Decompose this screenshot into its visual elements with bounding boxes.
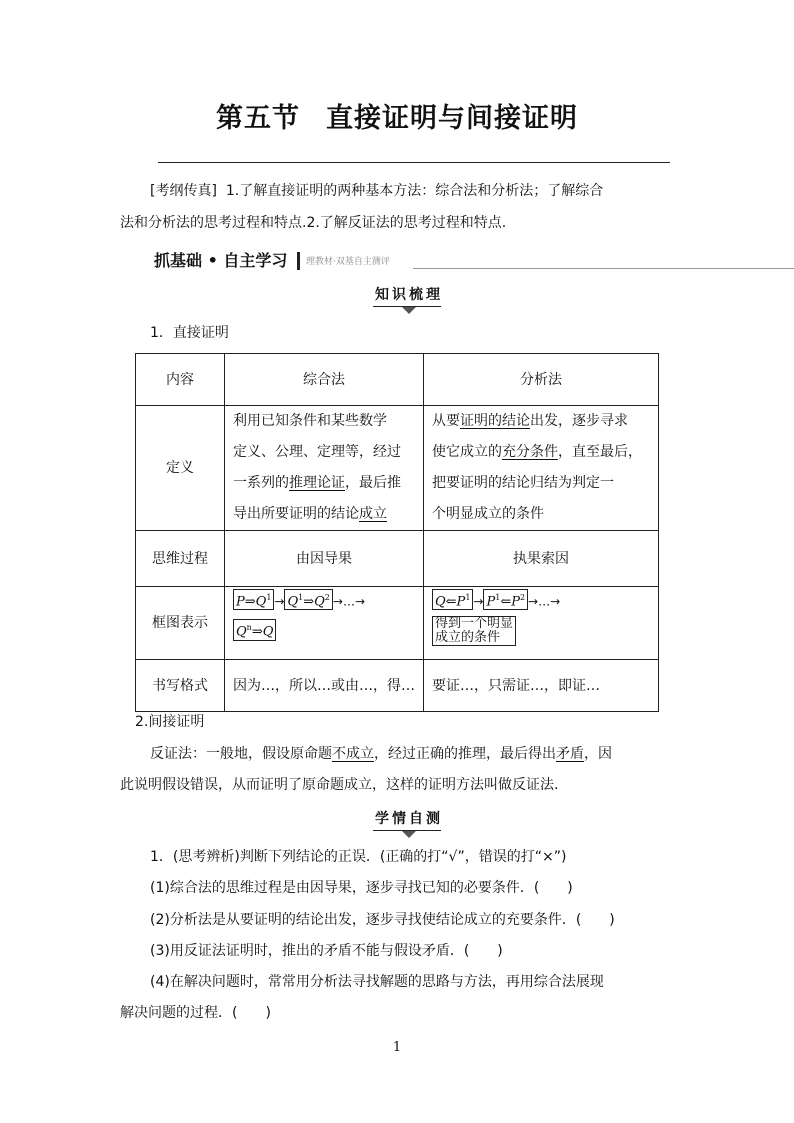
comparison-table [135, 353, 659, 712]
definition-analysis: 从要证明的结论出发，逐步寻求 使它成立的充分条件，直至最后， 把要证明的结论归结为判定一 个明显成立的条件 [424, 406, 659, 531]
section-divider [297, 252, 300, 270]
heading-triangle-icon [402, 831, 416, 838]
flow-box-3: $Q^n\Rightarrow Q$ [233, 619, 276, 640]
question-1: 1．(思考辨析)判断下列结论的正误．(正确的打“√”，错误的打“×”) [150, 849, 567, 865]
section-bar [148, 250, 713, 272]
statement-4-line-1: (4)在解决问题时，常常用分析法寻找解题的思路与方法，再用综合法展现 [150, 974, 604, 990]
statement-2: (2)分析法是从要证明的结论出发，逐步寻找使结论成立的充要条件．( ) [150, 912, 615, 928]
section-rule [413, 268, 794, 269]
diagram-synthesis: $P\Rightarrow Q^1$ → $Q^1\Rightarrow Q^2$ →…→ $Q^n\Rightarrow Q$ [225, 587, 424, 660]
row-label-format: 书写格式 [136, 660, 225, 712]
section-subtitle: 理教材·双基自主测评 [306, 257, 390, 267]
title-divider [158, 162, 670, 163]
intro-line-2: 法和分析法的思考过程和特点.2.了解反证法的思考过程和特点. [120, 215, 507, 231]
title-section: 第五节 [216, 103, 300, 134]
proof-line-1: 反证法：一般地，假设原命题不成立，经过正确的推理，最后得出矛盾，因 [150, 746, 612, 762]
item-indirect-proof: 2.间接证明 [135, 714, 205, 730]
table-row-thinking [136, 531, 659, 587]
section-title: 抓基础 • 自主学习 [154, 251, 288, 270]
thinking-synthesis: 由因导果 [225, 531, 424, 587]
item-direct-proof: 1．直接证明 [150, 325, 229, 341]
statement-1: (1)综合法的思维过程是由因导果，逐步寻找已知的必要条件．( ) [150, 880, 573, 896]
intro-line-1: [考纲传真] 1.了解直接证明的两种基本方法：综合法和分析法；了解综合 [150, 183, 604, 199]
definition-synthesis: 利用已知条件和某些数学 定义、公理、定理等，经过 一系列的推理论证，最后推 导出所要证明的结论成立 [225, 406, 424, 531]
flow-box-1: $P\Rightarrow Q^1$ [233, 589, 274, 610]
page-number: 1 [392, 1040, 402, 1055]
heading-triangle-icon [402, 307, 416, 314]
table-header-row [136, 354, 659, 406]
header-content: 内容 [136, 354, 225, 406]
table-row-format [136, 660, 659, 712]
thinking-analysis: 执果索因 [424, 531, 659, 587]
title-topic: 直接证明与间接证明 [326, 103, 578, 134]
header-analysis: 分析法 [424, 354, 659, 406]
flow-box-4: $Q⇐P^1$ [432, 589, 473, 610]
format-analysis: 要证…，只需证…，即证… [424, 660, 659, 712]
statement-4-line-2: 解决问题的过程．( ) [120, 1005, 271, 1021]
diagram-analysis: $Q⇐P^1$ → $P^1⇐P^2$ →…→ 得到一个明显 成立的条件 [424, 587, 659, 660]
page-title [0, 96, 794, 135]
format-synthesis: 因为…，所以…或由…，得… [225, 660, 424, 712]
flow-box-5: $P^1⇐P^2$ [483, 589, 528, 610]
statement-3: (3)用反证法证明时，推出的矛盾不能与假设矛盾．( ) [150, 943, 503, 959]
header-synthesis: 综合法 [225, 354, 424, 406]
knowledge-heading: 知识梳理 [375, 284, 443, 304]
table-row-diagram [136, 587, 659, 660]
flow-box-2: $Q^1\Rightarrow Q^2$ [284, 589, 332, 610]
proof-line-2: 此说明假设错误，从而证明了原命题成立，这样的证明方法叫做反证法. [120, 777, 559, 793]
table-row-definition [136, 406, 659, 531]
selftest-heading: 学情自测 [375, 808, 443, 828]
row-label-definition: 定义 [136, 406, 225, 531]
intro-tag: [考纲传真] [150, 183, 217, 199]
row-label-thinking: 思维过程 [136, 531, 225, 587]
flow-box-6: 得到一个明显 成立的条件 [432, 616, 516, 646]
row-label-diagram: 框图表示 [136, 587, 225, 660]
